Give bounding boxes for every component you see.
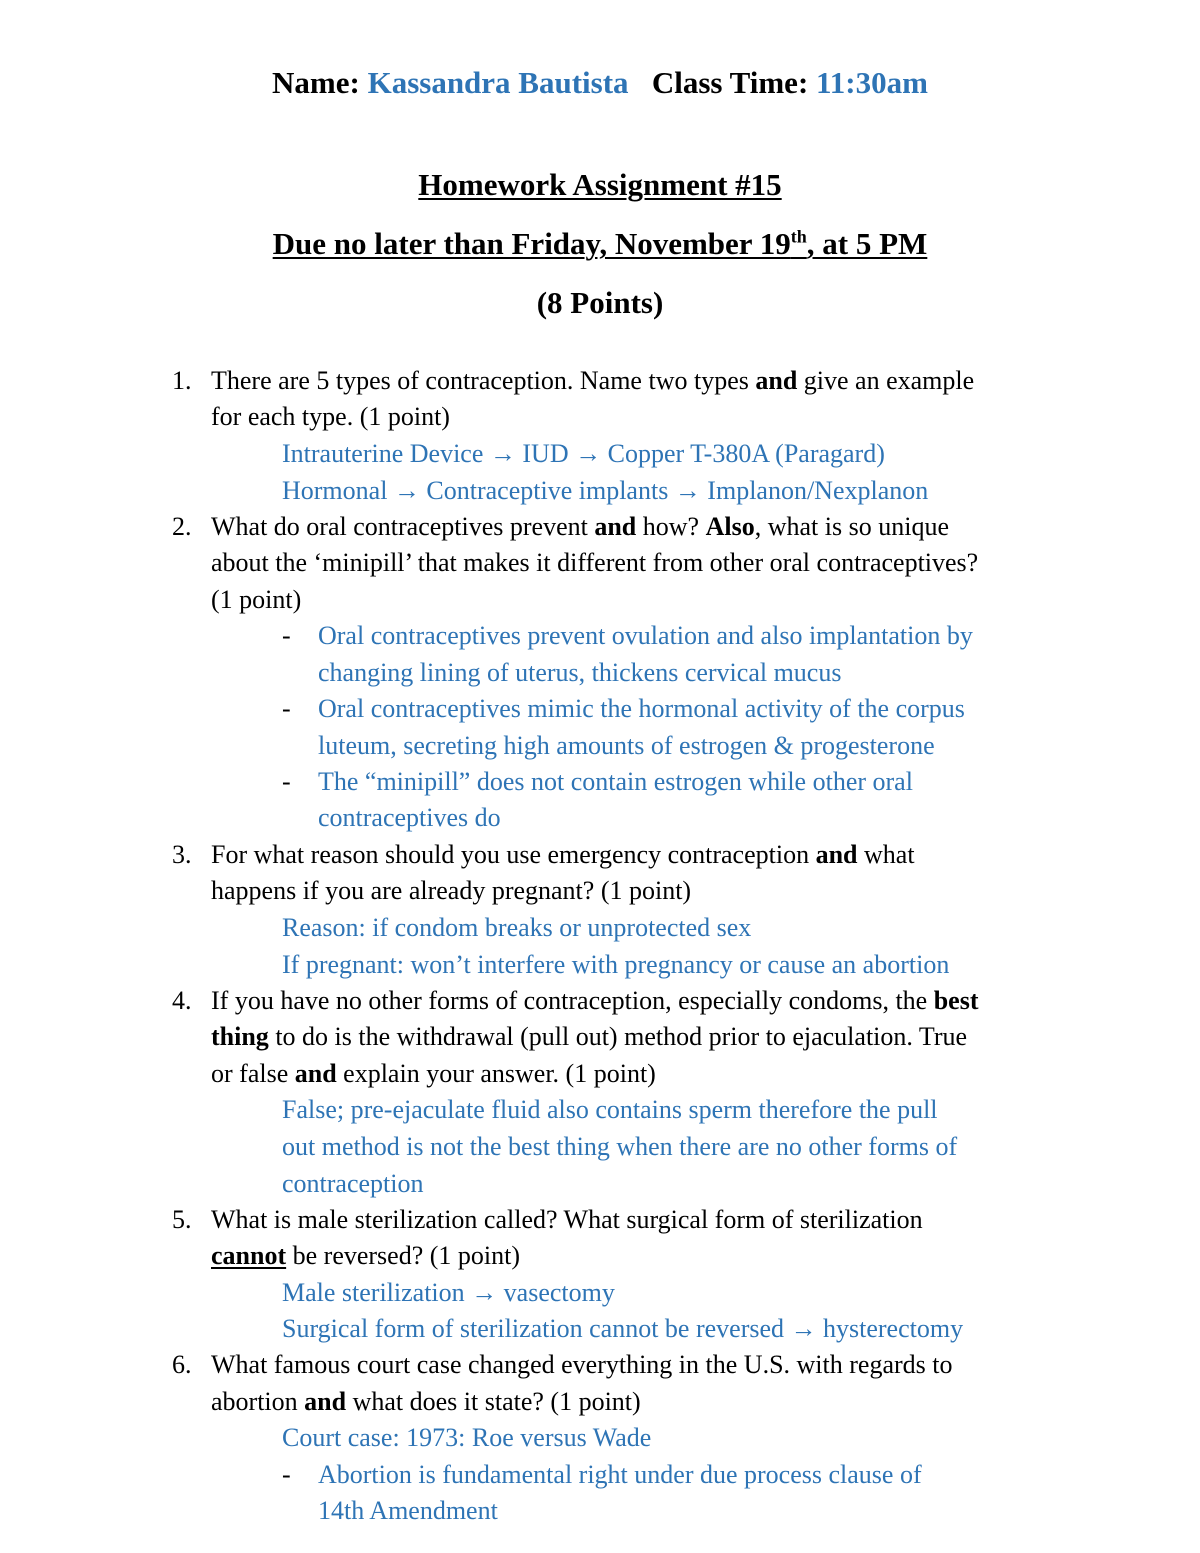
question-text-part: or false [211, 1059, 295, 1088]
bullet-dash: - [282, 1460, 291, 1489]
question-emphasis: and [304, 1387, 347, 1416]
answer-line: out method is not the best thing when there are no other forms of [282, 1132, 958, 1161]
question-text: What famous court case changed everything in the U.S. with regards to [211, 1350, 953, 1379]
due-date-suffix: , at 5 PM [806, 226, 928, 261]
question-number: 3. [172, 840, 192, 869]
assignment-title-text: Homework Assignment #15 [418, 167, 782, 202]
question-text [211, 1384, 641, 1420]
question-text-part: how? [636, 512, 706, 541]
points-total [0, 283, 1200, 323]
question-text: (1 point) [211, 585, 302, 614]
due-date-sup: th [790, 226, 807, 247]
answer-bullet: contraceptives do [318, 803, 501, 832]
question-emphasis: Also [705, 512, 755, 541]
question-text [211, 509, 949, 545]
question-text-part: what [857, 840, 915, 869]
name-label: Name: [272, 65, 360, 100]
question-emphasis: cannot [211, 1241, 287, 1270]
question-text: What is male sterilization called? What surgical form of sterilization [211, 1205, 923, 1234]
question-text [211, 1238, 520, 1274]
question-text-part: What do oral contraceptives prevent [211, 512, 595, 541]
question-number: 2. [172, 512, 192, 541]
answer-line: Hormonal → Contraceptive implants → Implanon/Nexplanon [282, 476, 929, 505]
question-text: for each type. (1 point) [211, 402, 450, 431]
header-line [0, 63, 1200, 103]
due-date [0, 224, 1200, 264]
question-emphasis: and [755, 366, 798, 395]
answer-bullet: Abortion is fundamental right under due process clause of [318, 1460, 922, 1489]
question-emphasis: and [815, 840, 858, 869]
answer-bullet: Oral contraceptives mimic the hormonal activity of the corpus [318, 694, 965, 723]
question-text: happens if you are already pregnant? (1 point) [211, 876, 692, 905]
question-emphasis: thing [211, 1022, 269, 1051]
question-text [211, 1056, 656, 1092]
question-text-part: be reversed? (1 point) [286, 1241, 521, 1270]
answer-line: Male sterilization → vasectomy [282, 1278, 615, 1307]
answer-line: Surgical form of sterilization cannot be reversed → hysterectomy [282, 1314, 964, 1343]
question-number: 6. [172, 1350, 192, 1379]
question-text [211, 1019, 967, 1055]
bullet-dash: - [282, 767, 291, 796]
class-time-label: Class Time: [651, 65, 809, 100]
student-name: Kassandra Bautista [367, 65, 629, 100]
question-text-part: There are 5 types of contraception. Name two types [211, 366, 756, 395]
question-number: 5. [172, 1205, 192, 1234]
answer-bullet: luteum, secreting high amounts of estrogen & progesterone [318, 731, 935, 760]
question-text-part: give an example [797, 366, 975, 395]
answer-bullet: Oral contraceptives prevent ovulation and also implantation by [318, 621, 973, 650]
question-text-part: abortion [211, 1387, 305, 1416]
assignment-title [0, 165, 1200, 205]
question-text: about the ‘minipill’ that makes it different from other oral contraceptives? [211, 548, 979, 577]
question-emphasis: and [594, 512, 637, 541]
question-emphasis: best [933, 986, 979, 1015]
question-text [211, 983, 979, 1019]
bullet-dash: - [282, 694, 291, 723]
question-text-part: For what reason should you use emergency contraception [211, 840, 816, 869]
answer-bullet: changing lining of uterus, thickens cervical mucus [318, 658, 842, 687]
answer-line: False; pre-ejaculate fluid also contains sperm therefore the pull [282, 1095, 938, 1124]
due-date-prefix: Due no later than Friday, November 19 [272, 226, 791, 261]
answer-line: Court case: 1973: Roe versus Wade [282, 1423, 652, 1452]
answer-line: contraception [282, 1169, 424, 1198]
question-text-part: , what is so unique [754, 512, 949, 541]
question-number: 1. [172, 366, 192, 395]
answer-line: Reason: if condom breaks or unprotected sex [282, 913, 752, 942]
question-text [211, 363, 974, 399]
answer-bullet: The “minipill” does not contain estrogen while other oral [318, 767, 913, 796]
bullet-dash: - [282, 621, 291, 650]
question-emphasis: and [294, 1059, 337, 1088]
answer-line: If pregnant: won’t interfere with pregnancy or cause an abortion [282, 950, 950, 979]
question-text-part: If you have no other forms of contraception, especially condoms, the [211, 986, 934, 1015]
question-text-part: explain your answer. (1 point) [336, 1059, 656, 1088]
question-text-part: what does it state? (1 point) [346, 1387, 641, 1416]
class-time-value: 11:30am [816, 65, 928, 100]
question-number: 4. [172, 986, 192, 1015]
question-text [211, 837, 915, 873]
answer-line: Intrauterine Device → IUD → Copper T-380A (Paragard) [282, 439, 885, 468]
points-total-text: (8 Points) [536, 285, 664, 320]
question-text-part: to do is the withdrawal (pull out) method prior to ejaculation. True [268, 1022, 968, 1051]
answer-bullet: 14th Amendment [318, 1496, 498, 1525]
